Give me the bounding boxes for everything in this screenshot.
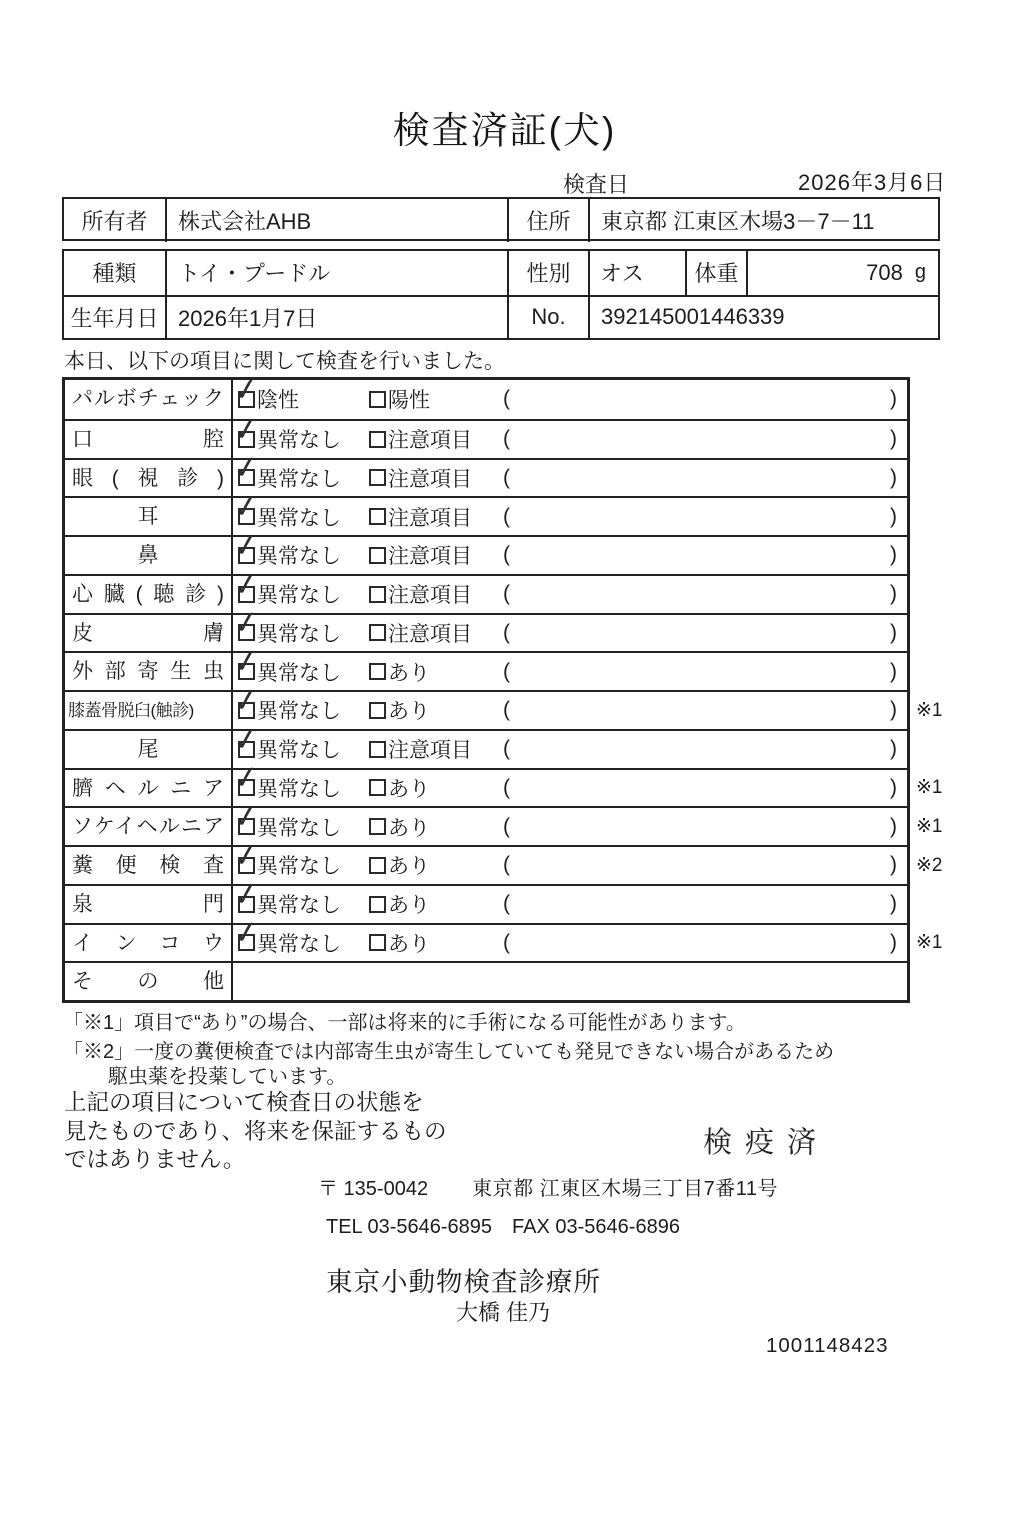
remarks-paren-open: (: [503, 620, 510, 644]
option-1-label: 異常なし: [257, 506, 341, 530]
exam-item-label: 眼(視診): [65, 460, 233, 497]
remarks-paren-close: ): [890, 775, 897, 799]
weight-value: [748, 251, 938, 295]
option-1-checkbox[interactable]: [230, 526, 262, 565]
remarks-paren-open: (: [503, 775, 510, 799]
footnote-1: 「※1」項目で“あり”の場合、一部は将来的に手術になる可能性があります。: [63, 1012, 746, 1034]
checklist-row: [65, 448, 907, 497]
option-1-label: 異常なし: [257, 467, 341, 491]
remarks-paren-close: ): [890, 737, 897, 761]
exam-item-options: [230, 836, 907, 884]
checklist-row: [65, 487, 907, 535]
checkbox-box: [238, 741, 255, 758]
checkbox-box: [369, 508, 386, 525]
option-1-label: 陰性: [257, 389, 299, 413]
exam-item-label: 耳: [65, 498, 233, 535]
remarks-paren-close: ): [890, 504, 897, 528]
footnote-ref: ※2: [916, 854, 943, 876]
remarks-paren-open: (: [503, 930, 510, 954]
remarks-paren-close: ): [890, 465, 897, 489]
option-1-checkbox[interactable]: [230, 642, 262, 681]
checkbox-box: [238, 624, 255, 641]
option-2-checkbox[interactable]: [369, 624, 386, 641]
disclaimer-line-2: 見たものであり、将来を保証するもの: [64, 1118, 447, 1144]
exam-item-label: 糞便検査: [65, 847, 233, 884]
option-1-checkbox[interactable]: [230, 603, 262, 643]
exam-item-options: [230, 409, 907, 458]
option-1-label: 異常なし: [257, 584, 341, 608]
checklist-row: [65, 603, 907, 652]
option-2: [369, 692, 430, 729]
checkbox-box: [369, 741, 386, 758]
intro-text: 本日、以下の項目に関して検査を行いました。: [64, 350, 505, 373]
remarks-paren-close: ): [890, 582, 897, 606]
checkbox-box: [238, 818, 255, 835]
exam-item-options: [230, 758, 907, 807]
option-1: [230, 487, 341, 535]
check-mark-icon: ✓: [230, 874, 262, 914]
option-2-label: あり: [388, 816, 430, 840]
option-2: [369, 770, 430, 807]
postal-code: 〒 135-0042: [318, 1178, 429, 1200]
footnote-ref: ※1: [916, 777, 943, 799]
option-1-label: 異常なし: [257, 700, 341, 724]
sex-value: オス: [600, 261, 644, 287]
exam-item-label: その他: [65, 963, 233, 1000]
checklist-row: [65, 961, 907, 1000]
exam-item-options: [230, 603, 907, 652]
option-2-label: 注意項目: [388, 429, 472, 453]
fax-number: FAX 03-5646-6896: [512, 1216, 680, 1238]
footnote-2: 「※2」一度の糞便検査では内部寄生虫が寄生していても発見できない場合があるため: [63, 1041, 835, 1063]
option-2: [369, 460, 472, 497]
option-1-checkbox[interactable]: [230, 874, 262, 914]
address-label: 住所: [507, 199, 590, 242]
option-1-checkbox[interactable]: [230, 487, 262, 526]
option-2: [369, 380, 430, 419]
checkbox-box: [369, 896, 386, 913]
remarks-paren-open: (: [503, 659, 510, 683]
option-1: [230, 564, 341, 613]
option-1: [230, 681, 341, 729]
sex-label: 性別: [507, 251, 590, 295]
option-1-checkbox[interactable]: [230, 797, 262, 836]
option-1-checkbox[interactable]: [230, 409, 262, 449]
check-mark-icon: ✓: [230, 681, 262, 720]
option-1-checkbox[interactable]: [230, 370, 262, 409]
inspection-date-value: 2026年3月6日: [798, 170, 947, 195]
exam-item-options: [230, 874, 907, 923]
no-value: 392145001446339: [601, 304, 785, 330]
checkbox-box: [369, 663, 386, 680]
option-2-label: 陽性: [388, 389, 430, 413]
checklist-row: [65, 681, 943, 729]
option-2-checkbox[interactable]: [369, 508, 386, 525]
pet-info-table: [62, 249, 940, 340]
option-1-label: 異常なし: [257, 622, 341, 646]
option-1-label: 異常なし: [257, 816, 341, 840]
checkbox-box: [238, 469, 255, 486]
clinic-address: 東京都 江東区木場三丁目7番11号: [472, 1178, 779, 1200]
option-2: [369, 537, 472, 574]
option-2-checkbox[interactable]: [369, 547, 386, 564]
exam-item-options: [230, 370, 907, 419]
checklist-row: [65, 797, 943, 845]
exam-item-options: [230, 448, 907, 497]
option-2-checkbox[interactable]: [369, 391, 386, 408]
option-1: [230, 603, 341, 652]
checklist-row: [65, 564, 907, 613]
option-1-checkbox[interactable]: [230, 448, 262, 488]
checkbox-box: [238, 702, 255, 719]
checkbox-box: [238, 586, 255, 603]
remarks-paren-close: ): [890, 620, 897, 644]
exam-item-label: ソケイヘルニア: [65, 808, 233, 845]
checkbox-box: [369, 391, 386, 408]
footnote-ref: ※1: [916, 932, 943, 954]
option-2-checkbox[interactable]: [369, 469, 386, 486]
option-2-label: あり: [388, 932, 430, 956]
checklist-row: [65, 758, 943, 807]
exam-item-label: 皮膚: [65, 615, 233, 652]
option-1: [230, 719, 341, 768]
option-1-checkbox[interactable]: [230, 681, 262, 720]
remarks-paren-close: ): [890, 853, 897, 877]
quarantine-stamp: 検疫済: [703, 1127, 830, 1159]
option-2-label: あり: [388, 777, 430, 801]
remarks-paren-close: ): [890, 930, 897, 954]
option-2-checkbox[interactable]: [369, 586, 386, 603]
checkbox-box: [238, 896, 255, 913]
checkbox-box: [238, 431, 255, 448]
option-1-label: 異常なし: [257, 661, 341, 685]
exam-item-label: 鼻: [65, 537, 233, 574]
option-2-checkbox[interactable]: [369, 896, 386, 913]
remarks-paren-open: (: [503, 582, 510, 606]
remarks-paren-open: (: [503, 698, 510, 722]
option-2-checkbox[interactable]: [369, 741, 386, 758]
remarks-paren-open: (: [503, 465, 510, 489]
option-2: [369, 808, 430, 845]
option-1: [230, 797, 341, 845]
checkbox-box: [238, 391, 255, 408]
checkbox-box: [369, 586, 386, 603]
weight-unit: g: [914, 261, 926, 284]
exam-item-options: [230, 526, 907, 574]
checklist-table: [62, 370, 943, 1003]
option-1: [230, 874, 341, 923]
remarks-paren-close: ): [890, 427, 897, 451]
checklist-row: [65, 874, 907, 923]
exam-item-label: 泉門: [65, 886, 233, 923]
option-2: [369, 653, 430, 690]
check-mark-icon: ✓: [230, 564, 262, 604]
check-mark-icon: ✓: [230, 409, 262, 449]
disclaimer-text: [64, 1089, 447, 1175]
checklist-row: [65, 409, 907, 458]
remarks-paren-open: (: [503, 853, 510, 877]
checkbox-box: [369, 469, 386, 486]
option-2: [369, 731, 472, 768]
option-1: [230, 370, 299, 419]
exam-item-options: [230, 719, 907, 768]
footnote-ref: ※1: [916, 816, 943, 838]
checkbox-box: [369, 624, 386, 641]
remarks-paren-close: ): [890, 543, 897, 567]
check-mark-icon: ✓: [230, 913, 262, 953]
option-1-label: 異常なし: [257, 429, 341, 453]
remarks-paren-open: (: [503, 543, 510, 567]
tel-number: TEL 03-5646-6895: [326, 1216, 493, 1238]
option-1-label: 異常なし: [257, 777, 341, 801]
exam-item-options: [230, 642, 907, 690]
exam-item-label: インコウ: [65, 925, 233, 962]
exam-item-options: [230, 797, 907, 845]
exam-item-options: [230, 681, 907, 729]
check-mark-icon: ✓: [230, 797, 262, 836]
option-1-label: 異常なし: [257, 932, 341, 956]
option-1: [230, 758, 341, 807]
option-2-checkbox[interactable]: [369, 663, 386, 680]
clinic-address-row: [318, 1172, 778, 1201]
option-2-checkbox[interactable]: [369, 857, 386, 874]
exam-item-label: 口腔: [65, 421, 233, 458]
exam-item-options: [230, 487, 907, 535]
exam-item-label: 膝蓋骨脱臼(触診): [65, 692, 233, 729]
remarks-paren-close: ): [890, 659, 897, 683]
check-mark-icon: ✓: [230, 642, 262, 681]
checkbox-box: [238, 779, 255, 796]
breed-label: 種類: [92, 261, 137, 287]
remarks-paren-close: ): [890, 814, 897, 838]
exam-item-options: [230, 564, 907, 613]
option-2: [369, 925, 430, 962]
option-1-checkbox[interactable]: [230, 758, 262, 798]
check-mark-icon: ✓: [230, 370, 262, 409]
option-1-checkbox[interactable]: [230, 719, 262, 759]
option-2-checkbox[interactable]: [369, 818, 386, 835]
option-1-label: 異常なし: [257, 545, 341, 569]
owner-label: 所有者: [81, 209, 148, 234]
address-value: 東京都 江東区木場3－7－11: [601, 209, 875, 234]
exam-item-label: 外部寄生虫: [65, 653, 233, 690]
inspection-date-label: 検査日: [563, 172, 630, 197]
exam-item-label: パルボチェック: [65, 380, 233, 419]
option-2-label: 注意項目: [388, 506, 472, 530]
option-2-label: あり: [388, 894, 430, 918]
option-2-checkbox[interactable]: [369, 934, 386, 951]
checkbox-box: [238, 547, 255, 564]
check-mark-icon: ✓: [230, 836, 262, 875]
weight-label: 体重: [685, 251, 748, 295]
option-2-label: あり: [388, 855, 430, 879]
weight-number: 708: [866, 259, 903, 285]
check-mark-icon: ✓: [230, 758, 262, 798]
page-title: 検査済証(犬): [392, 110, 617, 151]
option-1: [230, 836, 341, 884]
checklist-row: [65, 370, 907, 419]
option-2-label: 注意項目: [388, 584, 472, 608]
option-1-label: 異常なし: [257, 894, 341, 918]
disclaimer-line-1: 上記の項目について検査日の状態を: [64, 1090, 424, 1115]
option-2-checkbox[interactable]: [369, 431, 386, 448]
checklist-row: [65, 913, 943, 962]
remarks-paren-open: (: [503, 387, 510, 411]
checkbox-box: [369, 547, 386, 564]
check-mark-icon: ✓: [230, 448, 262, 488]
checkbox-box: [369, 431, 386, 448]
option-1: [230, 448, 341, 497]
serial-number: 1001148423: [766, 1334, 889, 1357]
option-1-checkbox[interactable]: [230, 836, 262, 875]
contact-row: [326, 1216, 680, 1239]
remarks-paren-open: (: [503, 504, 510, 528]
checkbox-box: [369, 818, 386, 835]
option-2-label: 注意項目: [388, 467, 472, 491]
exam-item-label: 臍ヘルニア: [65, 770, 233, 807]
option-2-label: あり: [388, 700, 430, 724]
veterinarian-name: 大橋 佳乃: [456, 1300, 551, 1325]
remarks-paren-close: ): [890, 892, 897, 916]
breed-value: トイ・プードル: [165, 251, 507, 295]
option-2-label: 注意項目: [388, 545, 472, 569]
exam-item-options: [230, 913, 907, 962]
option-1-checkbox[interactable]: [230, 564, 262, 604]
breed-row: [64, 251, 938, 295]
remarks-paren-open: (: [503, 892, 510, 916]
exam-item-label: 尾: [65, 731, 233, 768]
option-1-label: 異常なし: [257, 855, 341, 879]
remarks-paren-open: (: [503, 427, 510, 451]
option-2: [369, 886, 430, 923]
birthdate-value: 2026年1月7日: [165, 297, 507, 339]
clinic-name: 東京小動物検査診療所: [326, 1267, 601, 1297]
option-2-checkbox[interactable]: [369, 702, 386, 719]
option-2-label: 注意項目: [388, 622, 472, 646]
checkbox-box: [369, 934, 386, 951]
check-mark-icon: ✓: [230, 719, 262, 759]
option-1: [230, 409, 341, 458]
checkbox-box: [238, 934, 255, 951]
owner-value: 株式会社AHB: [165, 199, 507, 242]
checkbox-box: [238, 857, 255, 874]
option-1: [230, 913, 341, 962]
owner-table: [62, 197, 940, 241]
option-2-label: あり: [388, 661, 430, 685]
exam-item-label: 心臓(聴診): [65, 576, 233, 613]
option-2: [369, 847, 430, 884]
option-2: [369, 576, 472, 613]
footnote-ref: ※1: [916, 699, 943, 721]
remarks-paren-close: ): [890, 698, 897, 722]
checklist-row: [65, 526, 907, 574]
checkbox-box: [369, 702, 386, 719]
option-1: [230, 642, 341, 690]
option-1-label: 異常なし: [257, 739, 341, 763]
checklist-row: [65, 642, 907, 690]
remarks-paren-open: (: [503, 737, 510, 761]
checklist-row: [65, 836, 943, 884]
birthdate-label: 生年月日: [70, 305, 159, 331]
owner-row: [64, 199, 938, 242]
check-mark-icon: ✓: [230, 603, 262, 643]
checklist-row: [65, 719, 907, 768]
exam-item-options: [233, 963, 907, 1000]
disclaimer-line-3: ではありません。: [64, 1147, 246, 1172]
check-mark-icon: ✓: [230, 487, 262, 526]
no-label: No.: [507, 297, 590, 339]
checkbox-box: [238, 663, 255, 680]
footnote-2-continued: 駆虫薬を投薬しています。: [108, 1066, 347, 1088]
check-mark-icon: ✓: [230, 526, 262, 565]
option-2: [369, 615, 472, 652]
option-2-label: 注意項目: [388, 739, 472, 763]
checkbox-box: [369, 857, 386, 874]
remarks-paren-close: ): [890, 387, 897, 411]
option-2: [369, 498, 472, 535]
option-2: [369, 421, 472, 458]
remarks-paren-open: (: [503, 814, 510, 838]
checkbox-box: [238, 508, 255, 525]
option-1: [230, 526, 341, 574]
checkbox-box: [369, 779, 386, 796]
option-2-checkbox[interactable]: [369, 779, 386, 796]
birthdate-row: [64, 295, 938, 339]
option-1-checkbox[interactable]: [230, 913, 262, 953]
